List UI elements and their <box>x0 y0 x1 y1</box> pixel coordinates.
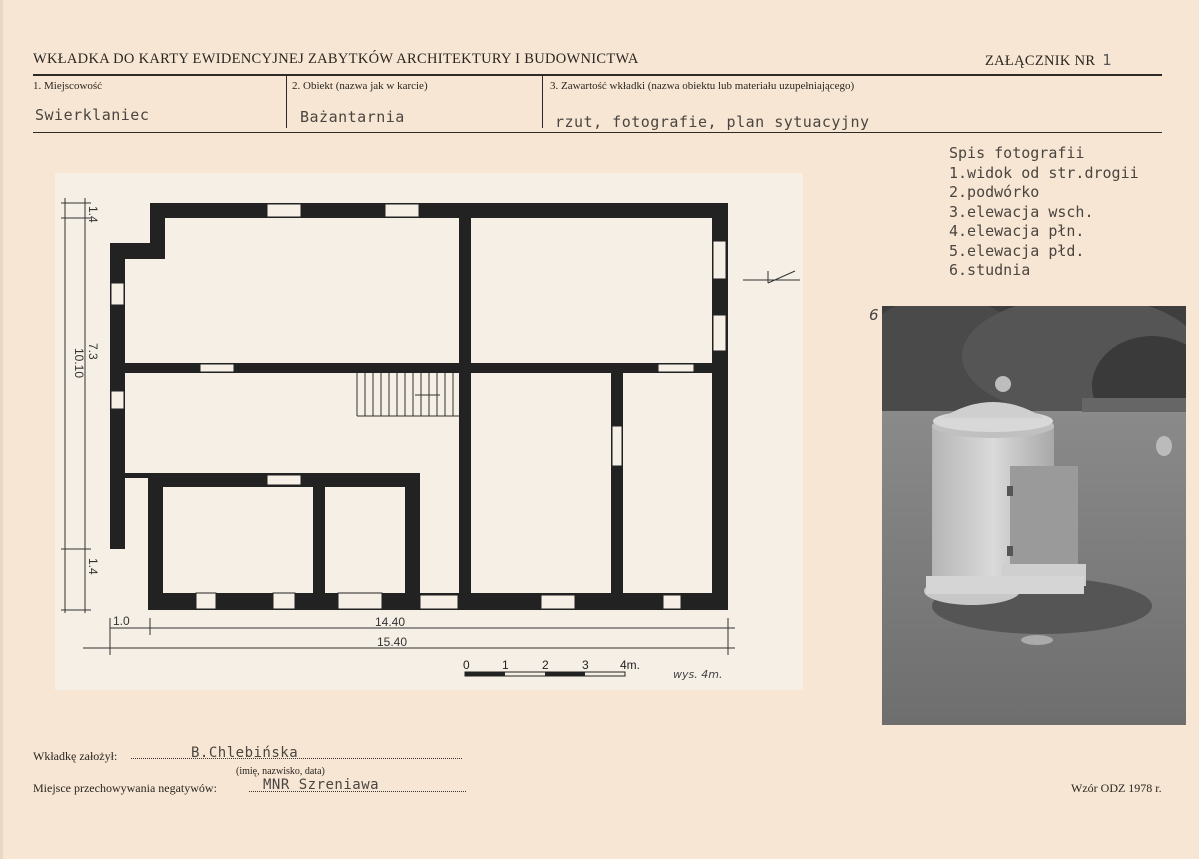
locality-label: 1. Miejscowość <box>33 80 103 92</box>
storage-label: Miejsce przechowywania negatywów: <box>33 781 217 795</box>
well-photo-image <box>882 306 1186 725</box>
scale-tick-1: 1 <box>502 658 509 672</box>
scale-note: wys. 4m. <box>673 668 723 681</box>
founder-label: Wkładkę założył: <box>33 749 118 763</box>
annex-number: 1 <box>1102 51 1112 69</box>
header-rule-bottom <box>33 132 1162 133</box>
plan-scale-bar <box>463 658 722 681</box>
storage-value: MNR Szreniawa <box>263 777 380 793</box>
floor-plan-sheet <box>55 173 803 690</box>
contents-value: rzut, fotografie, plan sytuacyjny <box>555 113 870 131</box>
well-photograph <box>882 306 1186 725</box>
dim-total-width-label: 15.40 <box>377 635 408 649</box>
dim-middle-label: 7.3 <box>86 343 100 360</box>
photo-number: 6 <box>869 306 879 324</box>
plan-north-arrow <box>743 271 800 283</box>
scale-tick-2: 2 <box>542 658 549 672</box>
document-title: WKŁADKA DO KARTY EWIDENCYJNEJ ZABYTKÓW ARCHITEKTURY I BUDOWNICTWA <box>33 51 639 67</box>
photo-list <box>949 144 1139 281</box>
photo-list-item: 2.podwórko <box>949 183 1040 201</box>
dim-top-label: 1.4 <box>86 206 100 223</box>
photo-list-item: 6.studnia <box>949 261 1031 279</box>
header-rule-top <box>33 74 1162 76</box>
photo-list-title: Spis fotografii <box>949 144 1085 162</box>
dim-total-height-label: 10.10 <box>72 348 86 379</box>
plan-walls <box>110 203 728 610</box>
photo-list-item: 3.elewacja wsch. <box>949 202 1094 221</box>
object-label: 2. Obiekt (nazwa jak w karcie) <box>292 80 428 92</box>
scale-tick-4: 4m. <box>620 658 641 672</box>
founder-hint: (imię, nazwisko, data) <box>236 766 325 777</box>
column-divider-1 <box>286 76 287 128</box>
founder-value: B.Chlebińska <box>191 745 299 761</box>
column-divider-2 <box>542 76 543 128</box>
object-value: Bażantarnia <box>300 108 405 126</box>
plan-stairs <box>357 373 459 416</box>
contents-label: 3. Zawartość wkładki (nazwa obiektu lub materiału uzupełniającego) <box>550 80 855 92</box>
scale-tick-0: 0 <box>463 658 470 672</box>
dim-inner-width-label: 14.40 <box>375 615 406 629</box>
template-reference: Wzór ODZ 1978 r. <box>1071 781 1162 795</box>
dim-offset-label: 1.0 <box>113 614 130 628</box>
photo-list-item: 5.elewacja płd. <box>949 241 1085 260</box>
floor-plan-drawing <box>55 173 803 690</box>
locality-value: Swierklaniec <box>35 106 150 124</box>
annex-label-text: ZAŁĄCZNIK NR <box>985 53 1096 69</box>
dim-bottom-label: 1.4 <box>86 558 100 575</box>
photo-list-item: 4.elewacja płn. <box>949 222 1085 240</box>
photo-list-item: 1.widok od str.drogii <box>949 163 1139 182</box>
annex-label <box>985 51 1112 70</box>
scale-tick-3: 3 <box>582 658 589 672</box>
